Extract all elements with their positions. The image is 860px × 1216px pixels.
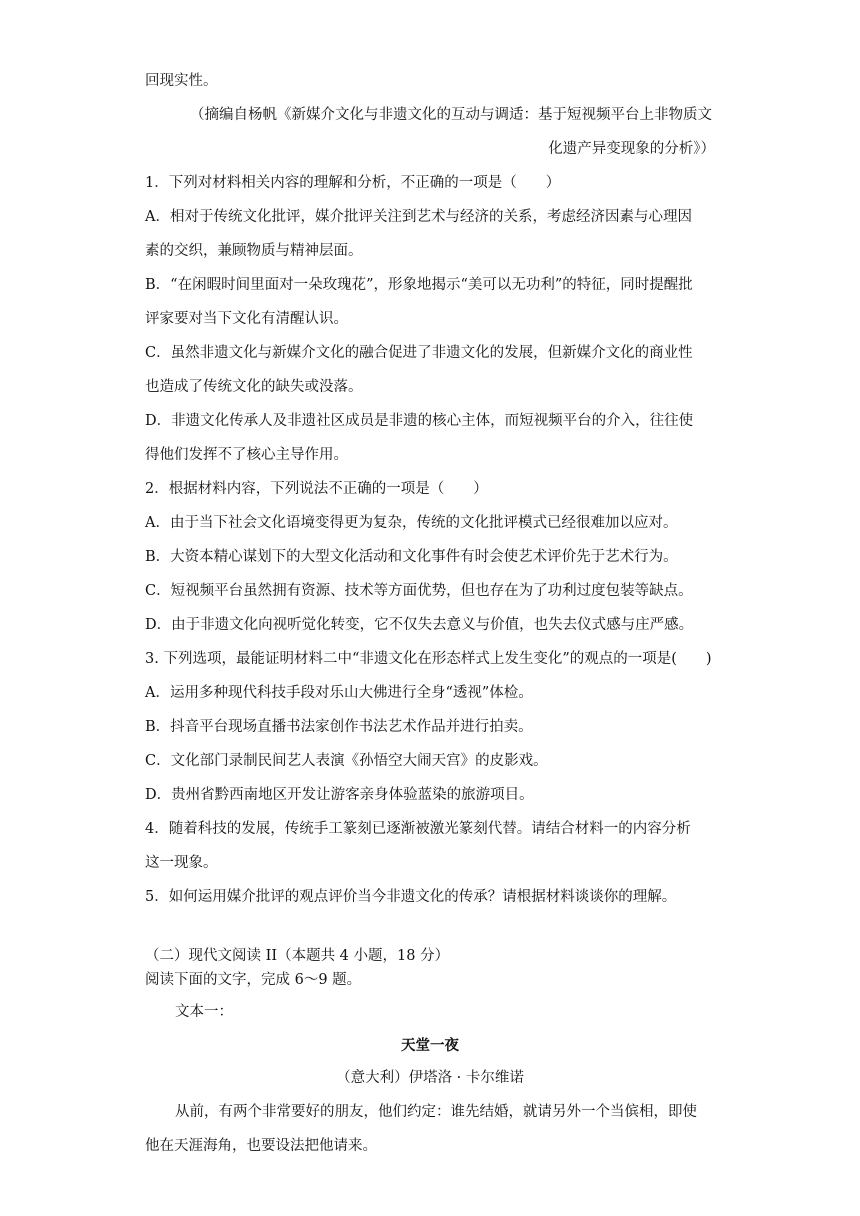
question-1-option-b-cont: 评家要对当下文化有清醒认识。 bbox=[145, 311, 348, 327]
text-label: 文本一： bbox=[175, 1004, 233, 1020]
question-1-option-a-cont: 素的交织，兼顾物质与精神层面。 bbox=[145, 243, 363, 259]
story-title: 天堂一夜 bbox=[401, 1037, 459, 1054]
question-3: 3. 下列选项，最能证明材料二中“非遗文化在形态样式上发生变化”的观点的一项是( ) bbox=[145, 651, 712, 667]
question-2-option-d: D．由于非遗文化向视听觉化转变，它不仅失去意义与价值，也失去仪式感与庄严感。 bbox=[145, 617, 694, 633]
question-3-option-a: A．运用多种现代科技手段对乐山大佛进行全身“透视”体检。 bbox=[145, 685, 533, 701]
question-4-cont: 这一现象。 bbox=[145, 855, 218, 871]
question-1: 1．下列对材料相关内容的理解和分析，不正确的一项是（ ） bbox=[145, 175, 561, 191]
story-paragraph-cont: 他在天涯海角，也要设法把他请来。 bbox=[145, 1138, 377, 1154]
story-paragraph: 从前，有两个非常要好的朋友，他们约定：谁先结婚，就请另外一个当傧相，即使 bbox=[175, 1104, 697, 1120]
question-4: 4．随着科技的发展，传统手工篆刻已逐渐被激光篆刻代替。请结合材料一的内容分析 bbox=[145, 821, 691, 837]
question-2-option-a: A．由于当下社会文化语境变得更为复杂，传统的文化批评模式已经很难加以应对。 bbox=[145, 515, 678, 531]
question-3-option-b: B．抖音平台现场直播书法家创作书法艺术作品并进行拍卖。 bbox=[145, 719, 533, 735]
story-author: （意大利）伊塔洛 · 卡尔维诺 bbox=[336, 1070, 524, 1086]
question-2-option-c: C．短视频平台虽然拥有资源、技术等方面优势，但也存在为了功利过度包装等缺点。 bbox=[145, 583, 693, 599]
question-2: 2．根据材料内容，下列说法不正确的一项是（ ） bbox=[145, 481, 488, 497]
question-1-option-c-cont: 也造成了传统文化的缺失或没落。 bbox=[145, 379, 363, 395]
text-line: 回现实性。 bbox=[145, 73, 218, 89]
source-citation-cont: 化遗产异变现象的分析》） bbox=[548, 141, 715, 157]
section-heading: （二）现代文阅读 II（本题共 4 小题，18 分） bbox=[145, 948, 450, 964]
question-1-option-b: B．“在闲暇时间里面对一朵玫瑰花”，形象地揭示“美可以无功利”的特征，同时提醒批 bbox=[145, 277, 693, 293]
question-3-option-d: D．贵州省黔西南地区开发让游客亲身体验蓝染的旅游项目。 bbox=[145, 787, 534, 803]
question-1-option-c: C．虽然非遗文化与新媒介文化的融合促进了非遗文化的发展，但新媒介文化的商业性 bbox=[145, 345, 693, 361]
question-1-option-d: D．非遗文化传承人及非遗社区成员是非遗的核心主体，而短视频平台的介入，往往使 bbox=[145, 413, 694, 429]
source-citation: （摘编自杨帆《新媒介文化与非遗文化的互动与调适：基于短视频平台上非物质文 bbox=[190, 107, 712, 123]
instruction-text: 阅读下面的文字，完成 6～9 题。 bbox=[145, 972, 362, 988]
question-1-option-a: A．相对于传统文化批评，媒介批评关注到艺术与经济的关系，考虑经济因素与心理因 bbox=[145, 209, 692, 225]
question-3-option-c: C．文化部门录制民间艺人表演《孙悟空大闹天宫》的皮影戏。 bbox=[145, 753, 548, 769]
question-2-option-b: B．大资本精心谋划下的大型文化活动和文化事件有时会使艺术评价先于艺术行为。 bbox=[145, 549, 678, 565]
question-5: 5．如何运用媒介批评的观点评价当今非遗文化的传承？请根据材料谈谈你的理解。 bbox=[145, 889, 677, 905]
question-1-option-d-cont: 得他们发挥不了核心主导作用。 bbox=[145, 447, 348, 463]
